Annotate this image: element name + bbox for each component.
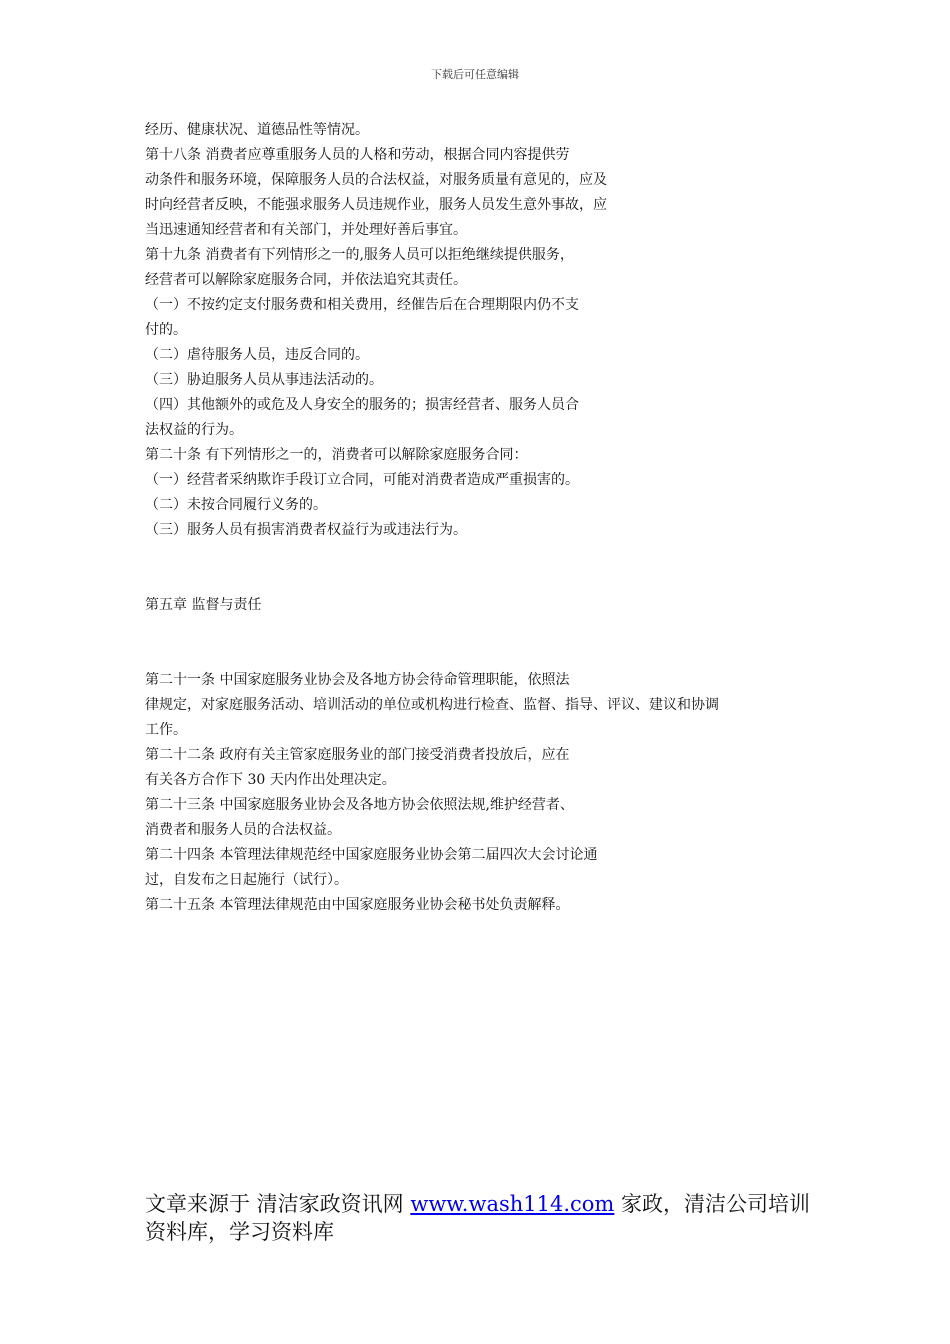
document-body	[145, 118, 815, 918]
text-line	[145, 643, 815, 668]
text-line: （一）不按约定支付服务费和相关费用，经催告后在合理期限内仍不支	[145, 297, 579, 313]
text-line: 第五章 监督与责任	[145, 597, 262, 613]
text-line: 第二十四条 本管理法律规范经中国家庭服务业协会第二届四次大会讨论通	[145, 847, 598, 863]
source-footer	[145, 1190, 815, 1246]
footer-suffix: 家政，清洁公司培训资料库，学习资料库	[145, 1192, 811, 1244]
text-line: 法权益的行为。	[145, 422, 243, 438]
text-line: 经历、健康状况、道德品性等情况。	[145, 122, 369, 138]
text-line: （三）服务人员有损害消费者权益行为或违法行为。	[145, 522, 467, 538]
text-line: 第十九条 消费者有下列情形之一的,服务人员可以拒绝继续提供服务，	[145, 247, 574, 263]
text-line	[145, 543, 815, 568]
text-line: （一）经营者采纳欺诈手段订立合同，可能对消费者造成严重损害的。	[145, 472, 579, 488]
page-header-note: 下载后可任意编辑	[431, 68, 519, 81]
text-line: 工作。	[145, 722, 187, 738]
text-line: 律规定，对家庭服务活动、培训活动的单位或机构进行检查、监督、指导、评议、建议和协调	[145, 697, 719, 713]
text-line: 时向经营者反映，不能强求服务人员违规作业，服务人员发生意外事故，应	[145, 197, 607, 213]
text-line: 过，自发布之日起施行（试行）。	[145, 872, 348, 888]
text-line	[145, 568, 815, 593]
text-line: （三）胁迫服务人员从事违法活动的。	[145, 372, 383, 388]
text-line: 有关各方合作下 30 天内作出处理决定。	[145, 772, 396, 788]
text-line: 第二十二条 政府有关主管家庭服务业的部门接受消费者投放后，应在	[145, 747, 570, 763]
text-line: 付的。	[145, 322, 187, 338]
text-line	[145, 618, 815, 643]
text-line: （二）虐待服务人员，违反合同的。	[145, 347, 369, 363]
text-line: 消费者和服务人员的合法权益。	[145, 822, 341, 838]
text-line: 动条件和服务环境，保障服务人员的合法权益，对服务质量有意见的，应及	[145, 172, 607, 188]
text-line: 第二十五条 本管理法律规范由中国家庭服务业协会秘书处负责解释。	[145, 897, 570, 913]
text-line: 第二十一条 中国家庭服务业协会及各地方协会待命管理职能，依照法	[145, 672, 570, 688]
footer-prefix: 文章来源于 清洁家政资讯网	[145, 1192, 411, 1216]
text-line: 第二十三条 中国家庭服务业协会及各地方协会依照法规,维护经营者、	[145, 797, 574, 813]
text-line: 当迅速通知经营者和有关部门，并处理好善后事宜。	[145, 222, 467, 238]
text-line: （四）其他额外的或危及人身安全的服务的；损害经营者、服务人员合	[145, 397, 579, 413]
text-line: 第十八条 消费者应尊重服务人员的人格和劳动，根据合同内容提供劳	[145, 147, 570, 163]
source-link[interactable]: www.wash114.com	[410, 1192, 615, 1216]
text-line: 第二十条 有下列情形之一的，消费者可以解除家庭服务合同：	[145, 447, 528, 463]
text-line: （二）未按合同履行义务的。	[145, 497, 327, 513]
text-line: 经营者可以解除家庭服务合同，并依法追究其责任。	[145, 272, 467, 288]
